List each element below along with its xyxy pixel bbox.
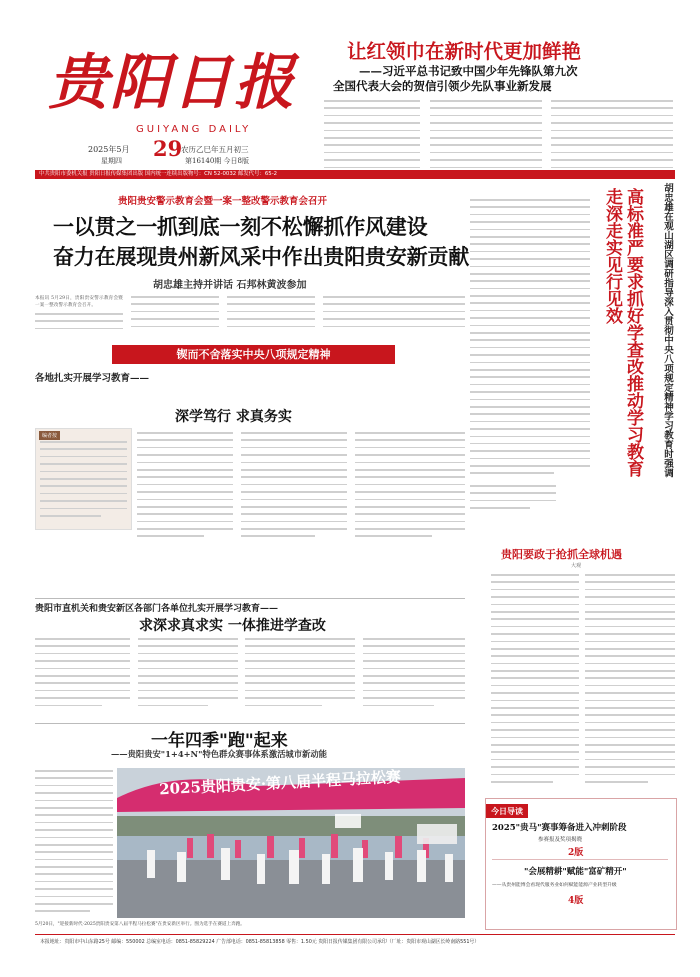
weekday: 星期四 bbox=[101, 157, 122, 165]
main-headline-1: 一以贯之一抓到底一刻不松懈抓作风建设 bbox=[53, 214, 428, 239]
running-subhead: ——贵阳贵安"1+4+N"特色群众赛事体系激活城市新动能 bbox=[111, 749, 327, 759]
guide-item-1-page: 2版 bbox=[568, 848, 584, 858]
section-2-col-2 bbox=[138, 638, 238, 712]
side-headline: 高标准严要求抓好学查改推动学习教育走深走实见行见效 bbox=[602, 188, 643, 477]
section-2 bbox=[35, 601, 465, 721]
party-line-text: 中共贵阳市委机关报 贵阳日报传媒集团出版 国内统一连续出版物号：CN 52-0032 邮发代号：65-2 bbox=[39, 171, 278, 177]
section-1 bbox=[35, 368, 465, 588]
running-headline: 一年四季"跑"起来 bbox=[151, 731, 288, 751]
side-text bbox=[470, 199, 590, 480]
main-col-1 bbox=[35, 313, 123, 335]
date-line: 2025年5月 bbox=[88, 145, 130, 154]
guide-item-1-sub: 参赛报及奖项揭晓 bbox=[538, 837, 583, 843]
main-col-2 bbox=[131, 296, 219, 333]
photo-banner-text: 2025贵阳贵安·第八届半程马拉松赛 bbox=[158, 768, 402, 799]
lead-title: 让红领巾在新时代更加鲜艳 bbox=[347, 40, 582, 63]
main-kicker: 贵阳贵安警示教育会暨一案一整改警示教育会召开 bbox=[118, 196, 328, 207]
photo-caption: 5月20日，"迎接新时代·2025贵阳贵安第八届半程马拉松赛"在贵安新区举行。图为选手在赛道上奔跑。 bbox=[35, 922, 245, 927]
right-col-2 bbox=[585, 574, 675, 788]
right-byline: 大观 bbox=[571, 563, 582, 569]
section-1-col-3 bbox=[355, 432, 465, 543]
logo-pinyin: GUIYANG DAILY bbox=[136, 124, 252, 135]
right-col-1 bbox=[491, 574, 579, 788]
today-guide bbox=[485, 798, 677, 930]
lead-subtitle-2: 全国代表大会的贺信引领少先队事业新发展 bbox=[333, 79, 552, 93]
section-1-col-1 bbox=[137, 432, 233, 543]
guide-item-2-title: "会展精耕"赋能"富矿精开" bbox=[524, 867, 627, 877]
running-col-1 bbox=[35, 770, 113, 918]
party-line-bar bbox=[35, 170, 675, 179]
red-banner bbox=[112, 345, 395, 364]
main-col-4 bbox=[323, 296, 465, 333]
today-guide-label-bar bbox=[486, 799, 676, 816]
marathon-photo bbox=[117, 768, 465, 918]
lead-subtitle-1: ——习近平总书记致中国少年先锋队第九次 bbox=[359, 64, 578, 78]
main-story bbox=[35, 183, 469, 343]
section-1-headline: 深学笃行 求真务实 bbox=[175, 409, 292, 425]
footer: 本报地址：贵阳市中山东路25号 邮编：550002 总编室电话：0851-85829224 广告部电话：0851-85813858 零售：1.50元 贵阳日报传媒集团有限公司承印（厂址：贵阳市观山湖区长岭南路551号） bbox=[40, 939, 480, 945]
section-1-tag: 各地扎实开展学习教育—— bbox=[35, 373, 150, 384]
section-2-col-3 bbox=[245, 638, 355, 712]
section-1-col-2 bbox=[241, 432, 347, 543]
logo: 贵阳日报 bbox=[48, 48, 296, 118]
right-story bbox=[485, 540, 675, 790]
running-story bbox=[35, 726, 465, 926]
day-number: 29 bbox=[153, 136, 183, 161]
main-byline: 胡忠雄主持并讲话 石邦林黄波参加 bbox=[153, 280, 307, 291]
section-2-tag: 贵阳市直机关和贵安新区各部门各单位扎实开展学习教育—— bbox=[35, 604, 279, 614]
issue-info: 第16140期 今日8版 bbox=[185, 157, 249, 165]
main-headline-2: 奋力在展现贵州新风采中作出贵阳贵安新贡献 bbox=[53, 244, 469, 269]
guide-item-2-page: 4版 bbox=[568, 896, 584, 906]
right-headline: 贵阳要政于抢抓全球机遇 bbox=[501, 548, 622, 561]
side-story bbox=[470, 183, 675, 523]
side-kicker: 胡忠雄在观山湖区调研指导深入贯彻中央八项规定精神学习教育时强调 bbox=[662, 183, 673, 478]
side-text-tail bbox=[470, 485, 556, 515]
lead-story bbox=[329, 36, 675, 166]
editor-note-box bbox=[35, 428, 132, 530]
guide-item-2-sub: ——从贵州能博会看现代服务业如何赋能能源产业转型升级 bbox=[492, 883, 617, 888]
section-2-col-1 bbox=[35, 638, 130, 712]
section-2-col-4 bbox=[363, 638, 465, 712]
guide-item-1-title: 2025"贵马"赛事筹备进入冲刺阶段 bbox=[492, 823, 627, 833]
lunar-date: 农历乙巳年五月初三 bbox=[181, 145, 249, 154]
editor-note-label: 编者按 bbox=[39, 431, 60, 440]
section-2-headline: 求深求真求实 一体推进学查改 bbox=[139, 618, 326, 634]
red-banner-text: 锲而不舍落实中央八项规定精神 bbox=[176, 348, 331, 361]
main-lead-text: 本报讯 5月29日，贵阳贵安警示教育会暨一案一整改警示教育会召开。 bbox=[35, 296, 123, 309]
today-guide-label: 今日导读 bbox=[486, 804, 528, 818]
main-col-3 bbox=[227, 296, 315, 333]
